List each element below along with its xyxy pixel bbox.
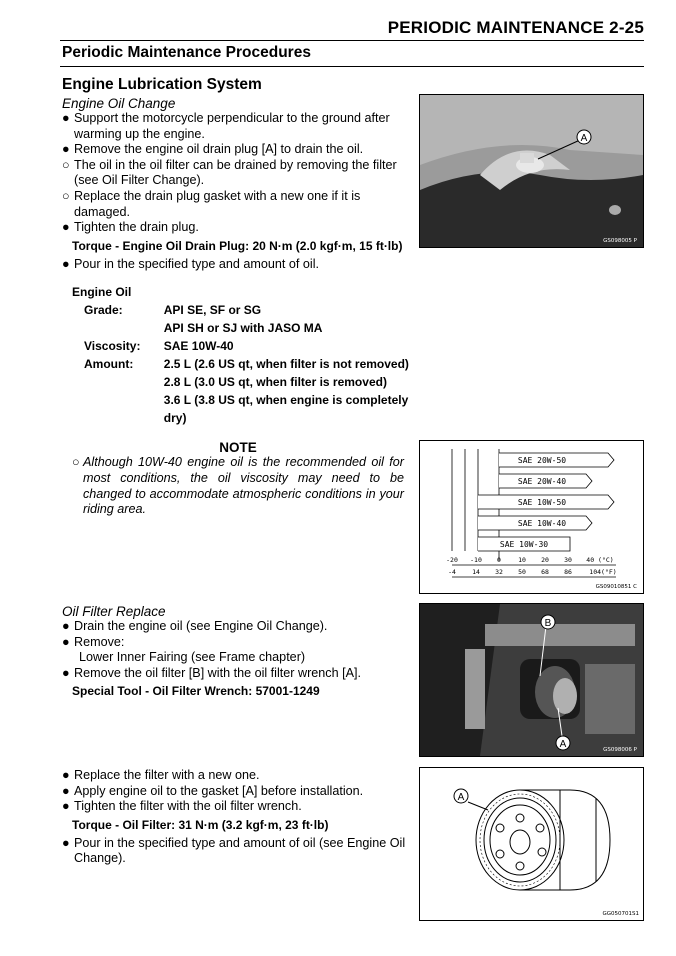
- viscosity-chart-svg: [420, 441, 643, 593]
- section-rule: [60, 66, 644, 67]
- list-item: ● Remove the engine oil drain plug [A] to drain the oil.: [62, 142, 364, 157]
- spec-value: API SH or SJ with JASO MA: [163, 321, 323, 335]
- spec-label: Amount:: [84, 357, 134, 371]
- list-item: ● Tighten the drain plug.: [62, 220, 199, 235]
- special-tool: Special Tool - Oil Filter Wrench: 57001-1249: [72, 684, 320, 699]
- oil-change-block: [62, 96, 406, 272]
- tick-f: 14: [472, 568, 480, 576]
- tick-f: 68: [541, 568, 549, 576]
- filter-wrench-photo: [419, 603, 644, 757]
- tick-f: 86: [564, 568, 572, 576]
- note-block: [72, 440, 404, 518]
- viscosity-chart: [419, 440, 644, 594]
- spec-value: SAE 10W-40: [163, 339, 234, 353]
- callout-a: A: [580, 133, 588, 144]
- figure-caption: GG050701S1: [602, 911, 639, 917]
- section-title: Periodic Maintenance Procedures: [62, 44, 311, 61]
- drain-plug-illustration: [420, 95, 643, 247]
- list-item: ● Remove the oil filter [B] with the oil filter wrench [A].: [62, 665, 361, 680]
- filter-torque: Torque - Oil Filter: 31 N·m (3.2 kgf·m, 23 ft·lb): [72, 817, 329, 832]
- drain-plug-torque: Torque - Engine Oil Drain Plug: 20 N·m (2.0 kgf·m, 15 ft·lb): [72, 238, 403, 253]
- list-item: ● Pour in the specified type and amount of oil.: [62, 256, 320, 271]
- list-item: ● Pour in the specified type and amount of oil (see Engine Oil Change).: [62, 835, 406, 866]
- callout-a: A: [559, 739, 567, 750]
- oil-filter-drawing: [419, 767, 644, 921]
- bar-label: SAE 20W-50: [517, 456, 567, 465]
- tick-c: -10: [470, 556, 482, 564]
- spec-value: API SE, SF or SG: [163, 303, 262, 317]
- page-header: PERIODIC MAINTENANCE 2-25: [387, 18, 644, 37]
- subsection-title: Engine Lubrication System: [62, 76, 262, 93]
- figure-caption: GS09010851 C: [595, 584, 637, 590]
- tick-c: 20: [541, 556, 549, 564]
- bar-label: SAE 20W-40: [517, 477, 567, 486]
- figure-caption: GS098005 P: [603, 238, 637, 244]
- note-text: ○ Although 10W-40 engine oil is the recommended oil for most conditions, the oil viscosity may need to be changed to accommodate atmospheric conditions in your riding area.: [72, 455, 404, 517]
- note-title: NOTE: [219, 440, 257, 455]
- tick-c: -20: [446, 556, 458, 564]
- callout-a: A: [457, 792, 465, 803]
- tick-c: 0: [497, 556, 501, 564]
- list-item: ● Tighten the filter with the oil filter wrench.: [62, 799, 302, 814]
- figure-caption: GS098006 P: [603, 747, 637, 753]
- tick-f: -4: [448, 568, 456, 576]
- spec-value: 2.8 L (3.0 US qt, when filter is removed): [163, 375, 387, 389]
- spec-label: Viscosity:: [84, 339, 141, 353]
- tick-f: 50: [518, 568, 526, 576]
- list-item: ○ Replace the drain plug gasket with a new one if it is damaged.: [62, 188, 361, 219]
- tick-f: 32: [495, 568, 503, 576]
- bar-label: SAE 10W-30: [499, 540, 549, 549]
- engine-oil-spec: [72, 283, 412, 427]
- list-item: ○ The oil in the oil filter can be drained by removing the filter (see Oil Filter Change).: [62, 157, 397, 188]
- spec-title: Engine Oil: [72, 285, 132, 299]
- list-sub-item: Lower Inner Fairing (see Frame chapter): [79, 650, 306, 665]
- header-rule: [60, 40, 644, 41]
- filter-wrench-illustration: [420, 604, 643, 756]
- tick-c: 30: [564, 556, 572, 564]
- filter-replace-heading: Oil Filter Replace: [62, 604, 166, 619]
- bar-label: SAE 10W-40: [517, 519, 567, 528]
- tick-c: 10: [518, 556, 526, 564]
- spec-label: Grade:: [84, 303, 123, 317]
- oil-change-heading: Engine Oil Change: [62, 96, 176, 111]
- list-item: ● Drain the engine oil (see Engine Oil Change).: [62, 619, 328, 633]
- list-item: ● Remove:: [62, 634, 125, 649]
- filter-replace-block: [62, 604, 406, 698]
- filter-install-block: [62, 768, 406, 867]
- spec-value: 2.5 L (2.6 US qt, when filter is not removed): [163, 357, 409, 371]
- drain-plug-photo: [419, 94, 644, 248]
- callout-b: B: [544, 618, 552, 629]
- list-item: ● Apply engine oil to the gasket [A] before installation.: [62, 783, 364, 798]
- oil-filter-illustration: [420, 768, 643, 920]
- tick-f: 104(°F): [589, 568, 617, 576]
- list-item: ● Replace the filter with a new one.: [62, 768, 260, 782]
- spec-value: 3.6 L (3.8 US qt, when engine is completely dry): [163, 393, 409, 425]
- list-item: ● Support the motorcycle perpendicular to the ground after warming up the engine.: [62, 111, 390, 141]
- tick-c: 40 (°C): [586, 556, 614, 564]
- bar-label: SAE 10W-50: [517, 498, 567, 507]
